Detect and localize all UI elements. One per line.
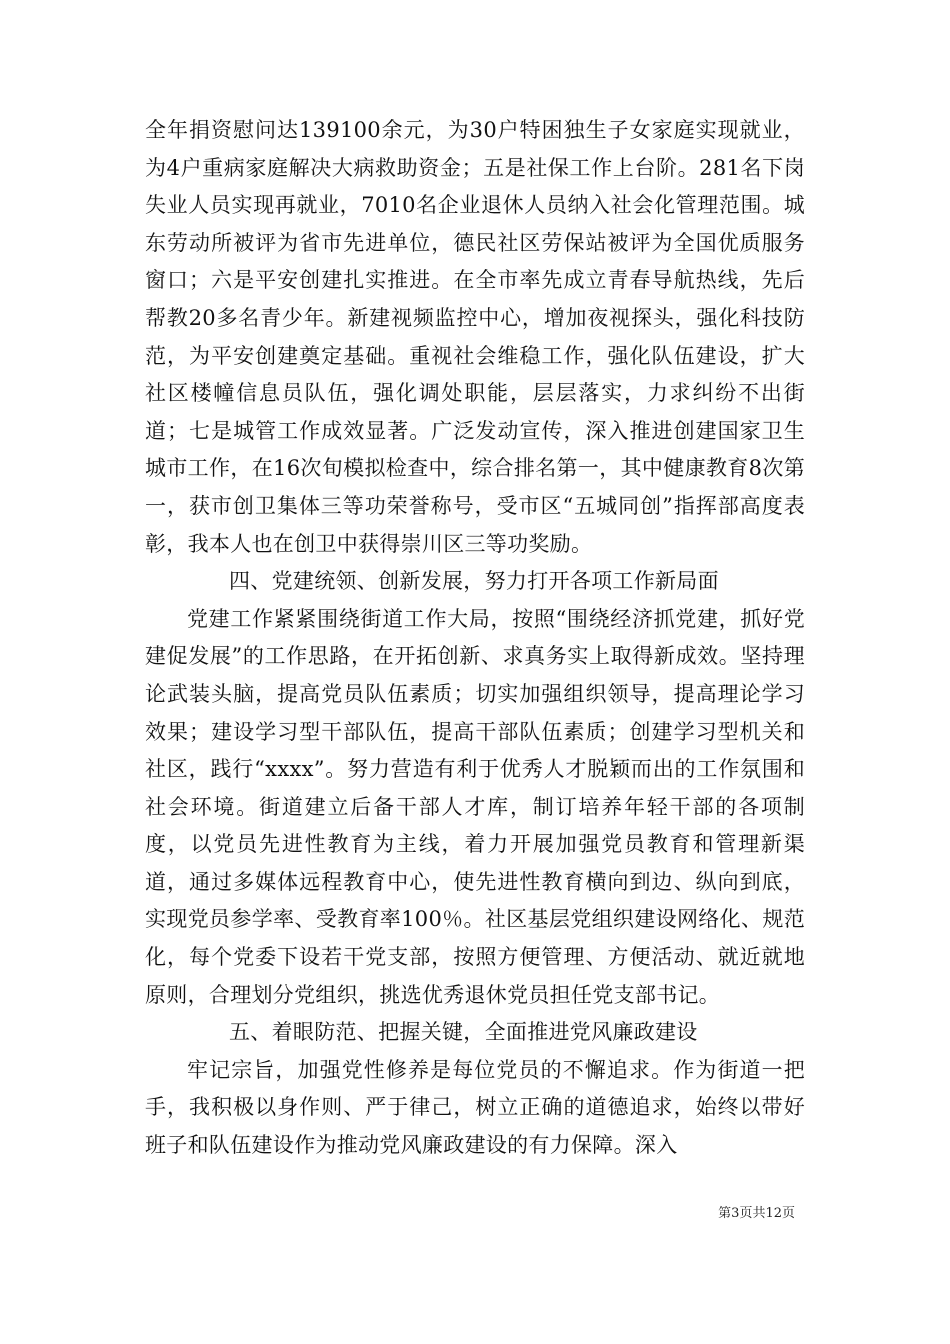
section-heading-four: 四、党建统领、创新发展，努力打开各项工作新局面 — [229, 569, 719, 594]
paragraph-integrity: 牢记宗旨，加强党性修养是每位党员的不懈追求。作为街道一把手，我积极以身作则、严于律己，树立正确的道德追求，始终以带好班子和队伍建设作为推动党风廉政建设的有力保障。深入 — [145, 1057, 805, 1158]
paragraph-continuation: 全年捐资慰问达139100余元，为30户特困独生子女家庭实现就业，为4户重病家庭解决大病救助资金；五是社保工作上台阶。281名下岗失业人员实现再就业，7010名企业退休人员纳入社会化管理范围。城东劳动所被评为省市先进单位，德民社区劳保站被评为全国优质服务窗口；六是平安创建扎实推进。在全市率先成立青春导航热线，先后帮教20多名青少年。新建视频监控中心，增加夜视探头，强化科技防范，为平安创建奠定基础。重视社会维稳工作，强化队伍建设，扩大社区楼幢信息员队伍，强化调处职能，层层落实，力求纠纷不出街道；七是城管工作成效显著。广泛发动宣传，深入推进创建国家卫生城市工作，在16次旬模拟检查中，综合排名第一，其中健康教育8次第一，获市创卫集体三等功荣誉称号，受市区“五城同创”指挥部高度表彰，我本人也在创卫中获得崇川区三等功奖励。 — [145, 118, 805, 556]
section-heading-five: 五、着眼防范、把握关键，全面推进党风廉政建设 — [229, 1020, 698, 1045]
paragraph-party-building: 党建工作紧紧围绕街道工作大局，按照“围绕经济抓党建，抓好党建促发展”的工作思路，在开拓创新、求真务实上取得新成效。坚持理论武装头脑，提高党员队伍素质；切实加强组织领导，提高理论学习效果；建设学习型干部队伍，提高干部队伍素质；创建学习型机关和社区，践行“xxxx”。努力营造有利于优秀人才脱颖而出的工作氛围和社会环境。街道建立后备干部人才库，制订培养年轻干部的各项制度，以党员先进性教育为主线，着力开展加强党员教育和管理新渠道，通过多媒体远程教育中心，使先进性教育横向到边、纵向到底，实现党员参学率、受教育率100％。社区基层党组织建设网络化、规范化，每个党委下设若干党支部，按照方便管理、方便活动、就近就地原则，合理划分党组织，挑选优秀退休党员担任党支部书记。 — [145, 606, 805, 1007]
page-number-footer: 第3页共12页 — [718, 1206, 795, 1221]
document-body — [145, 112, 805, 1165]
